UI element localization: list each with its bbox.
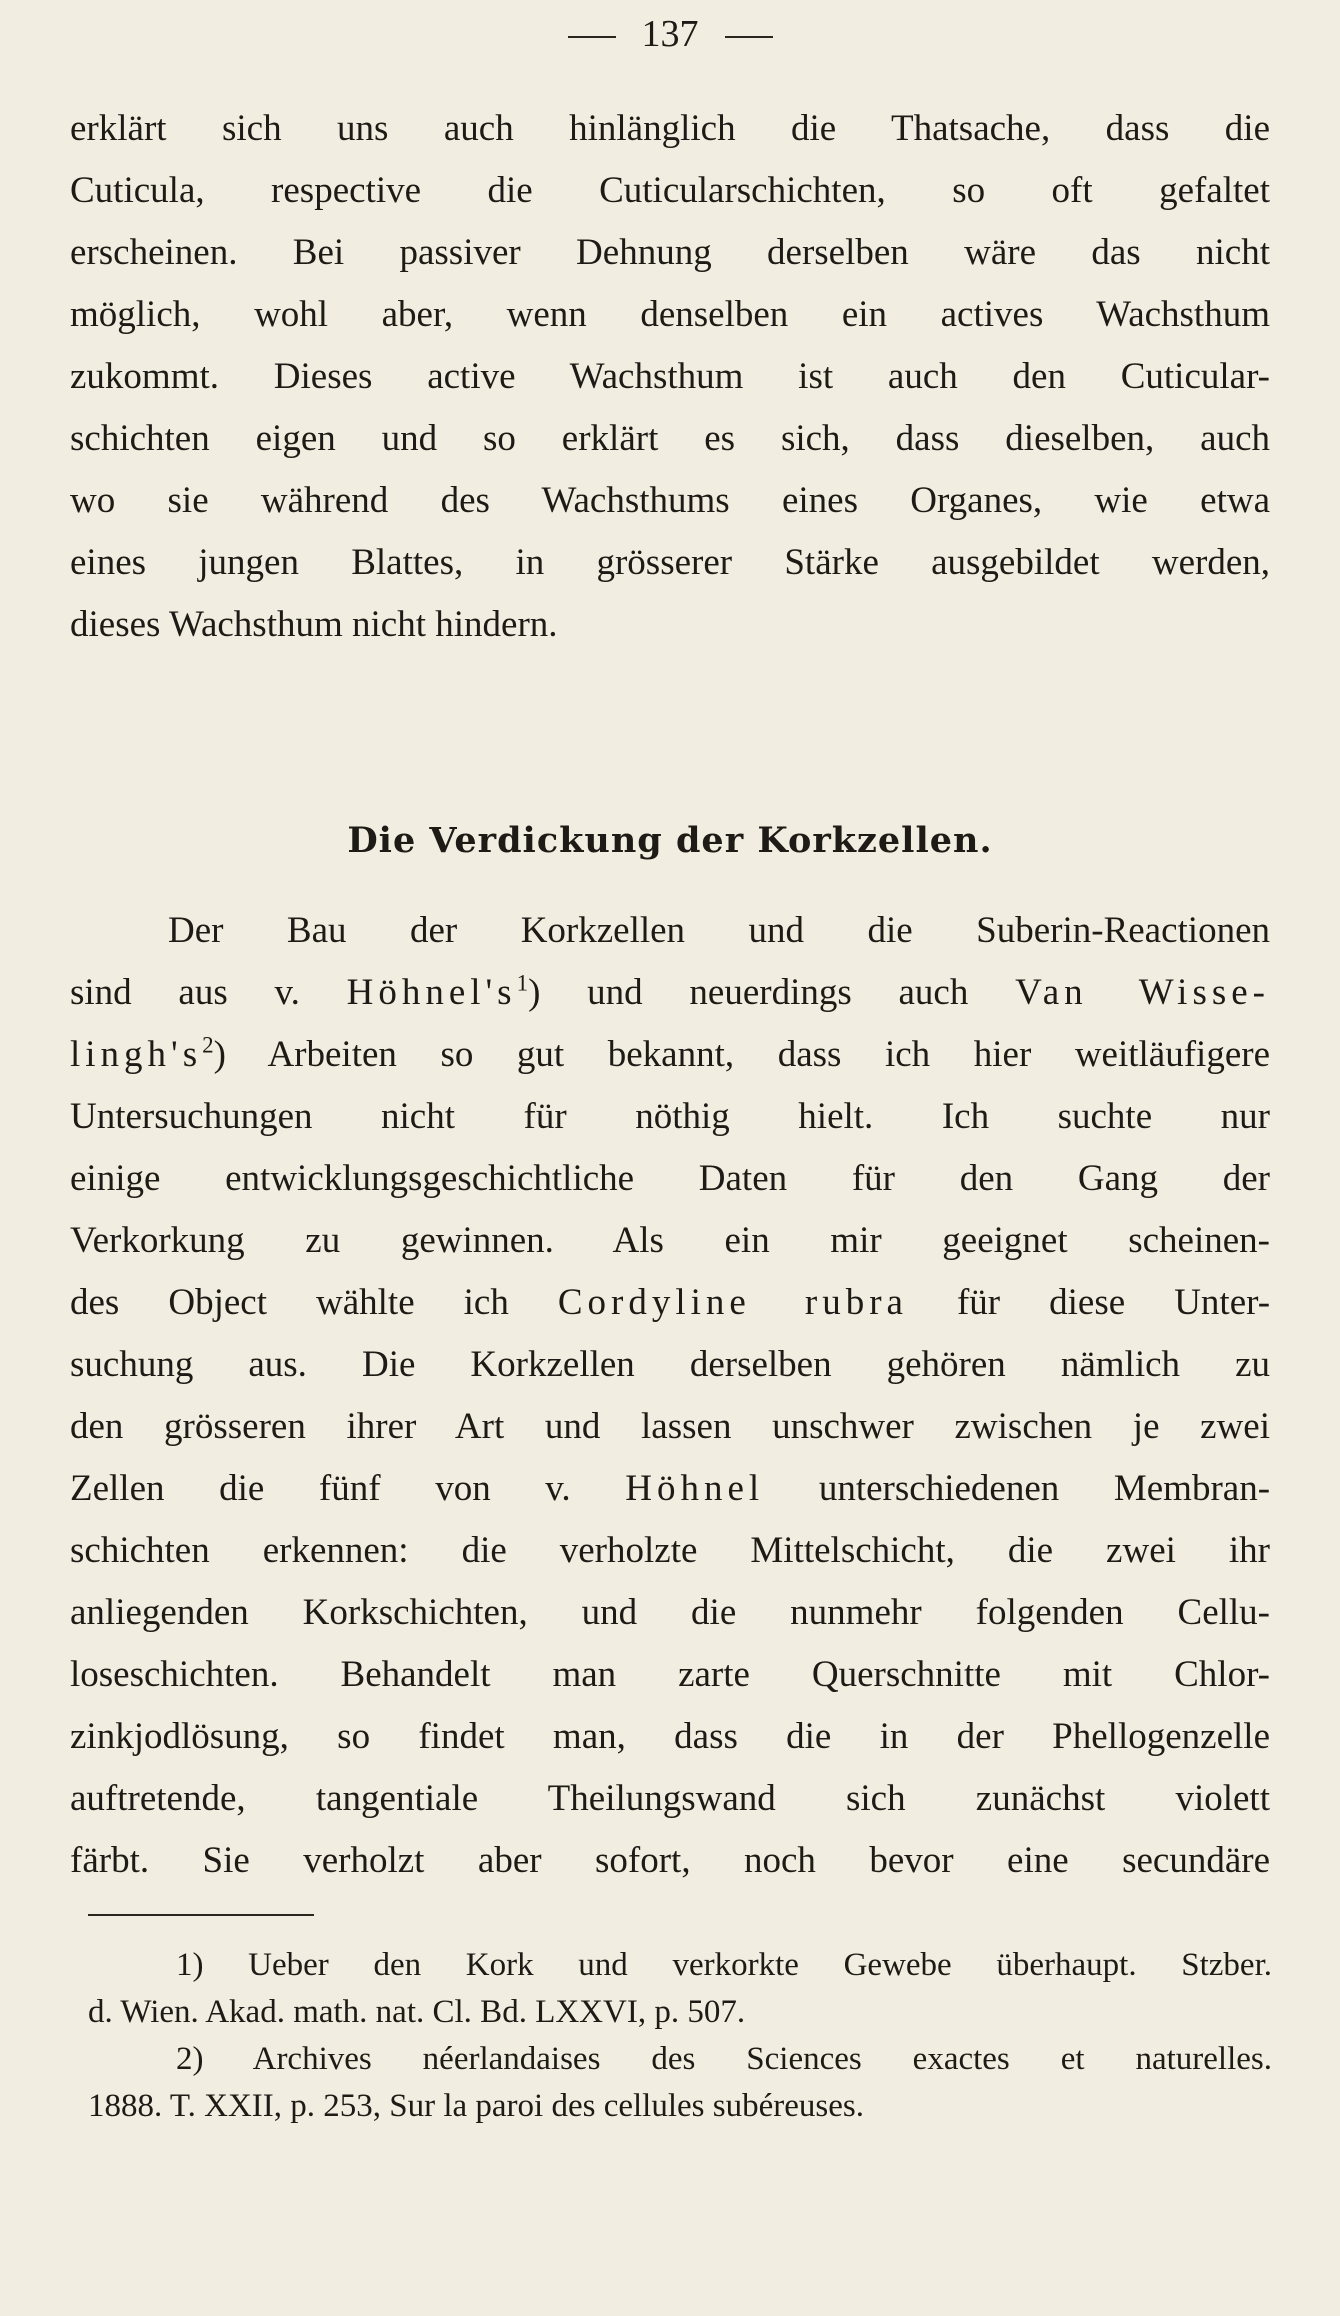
text-line: Der Bau der Korkzellen und die Suberin-Reactionen xyxy=(168,910,1270,951)
page-header xyxy=(0,12,1340,56)
footnote-divider xyxy=(88,1914,314,1916)
text-line: suchung aus. Die Korkzellen derselben gehören nämlich zu xyxy=(70,1344,1270,1385)
text-line: wo sie während des Wachsthums eines Organes, wie etwa xyxy=(70,480,1270,521)
text-run: sind aus v. xyxy=(70,972,300,1013)
species-name: Cordyline rubra xyxy=(557,1282,908,1323)
author-name: Höhnel's xyxy=(346,972,517,1013)
author-name: lingh's xyxy=(70,1034,203,1075)
text-line xyxy=(70,970,1270,1016)
text-line: möglich, wohl aber, wenn denselben ein actives Wachsthum xyxy=(70,294,1270,335)
text-line xyxy=(70,1466,1270,1512)
text-line: erscheinen. Bei passiver Dehnung derselben wäre das nicht xyxy=(70,232,1270,273)
text-run: für diese Unter- xyxy=(956,1282,1271,1323)
footnote-1: 1) Ueber den Kork und verkorkte Gewebe überhaupt. Stzber. xyxy=(176,1947,1272,1983)
footnote-1-cont: d. Wien. Akad. math. nat. Cl. Bd. LXXVI, p. 507. xyxy=(88,1994,746,2030)
footnote-2: 2) Archives néerlandaises des Sciences exactes et naturelles. xyxy=(176,2041,1272,2077)
text-line: dieses Wachsthum nicht hindern. xyxy=(70,604,558,645)
text-line: einige entwicklungsgeschichtliche Daten für den Gang der xyxy=(70,1158,1270,1199)
text-line: Verkorkung zu gewinnen. Als ein mir geeignet scheinen- xyxy=(70,1220,1270,1261)
text-line: Untersuchungen nicht für nöthig hielt. Ich suchte nur xyxy=(70,1096,1270,1137)
header-dash-left xyxy=(568,36,616,38)
text-line: eines jungen Blattes, in grösserer Stärke ausgebildet werden, xyxy=(70,542,1270,583)
text-line: schichten eigen und so erklärt es sich, dass dieselben, auch xyxy=(70,418,1270,459)
text-line xyxy=(70,1280,1270,1326)
header-dash-right xyxy=(725,36,773,38)
section-heading: Die Verdickung der Korkzellen. xyxy=(347,820,993,861)
text-line: färbt. Sie verholzt aber sofort, noch bevor eine secundäre xyxy=(70,1840,1270,1881)
text-line: schichten erkennen: die verholzte Mittelschicht, die zwei ihr xyxy=(70,1530,1270,1571)
text-line: zinkjodlösung, so findet man, dass die in der Phellogenzelle xyxy=(70,1716,1270,1757)
text-run: ) und neuerdings auch xyxy=(528,972,969,1013)
text-line: zukommt. Dieses active Wachsthum ist auch den Cuticular- xyxy=(70,356,1270,397)
footnote-ref: 1 xyxy=(516,970,529,996)
text-line: erklärt sich uns auch hinlänglich die Thatsache, dass die xyxy=(70,108,1270,149)
footnote-ref: 2 xyxy=(202,1032,214,1058)
text-line: auftretende, tangentiale Theilungswand sich zunächst violett xyxy=(70,1778,1270,1819)
text-run: des Object wählte ich xyxy=(70,1282,509,1323)
text-run: Zellen die fünf von v. xyxy=(70,1468,571,1509)
text-line xyxy=(70,1032,1270,1078)
text-run: unterschiedenen Membran- xyxy=(818,1468,1271,1509)
text-line: loseschichten. Behandelt man zarte Querschnitte mit Chlor- xyxy=(70,1654,1270,1695)
footnote-2-cont: 1888. T. XXII, p. 253, Sur la paroi des cellules subéreuses. xyxy=(88,2088,864,2124)
text-line: anliegenden Korkschichten, und die nunmehr folgenden Cellu- xyxy=(70,1592,1270,1633)
text-run: ) Arbeiten so gut bekannt, dass ich hier weitläufigere xyxy=(213,1034,1270,1075)
page-number: 137 xyxy=(641,13,699,55)
author-name: Höhnel xyxy=(625,1468,765,1509)
author-name: Van Wisse- xyxy=(1015,972,1270,1013)
text-line: den grösseren ihrer Art und lassen unschwer zwischen je zwei xyxy=(70,1406,1270,1447)
text-line: Cuticula, respective die Cuticularschichten, so oft gefaltet xyxy=(70,170,1270,211)
